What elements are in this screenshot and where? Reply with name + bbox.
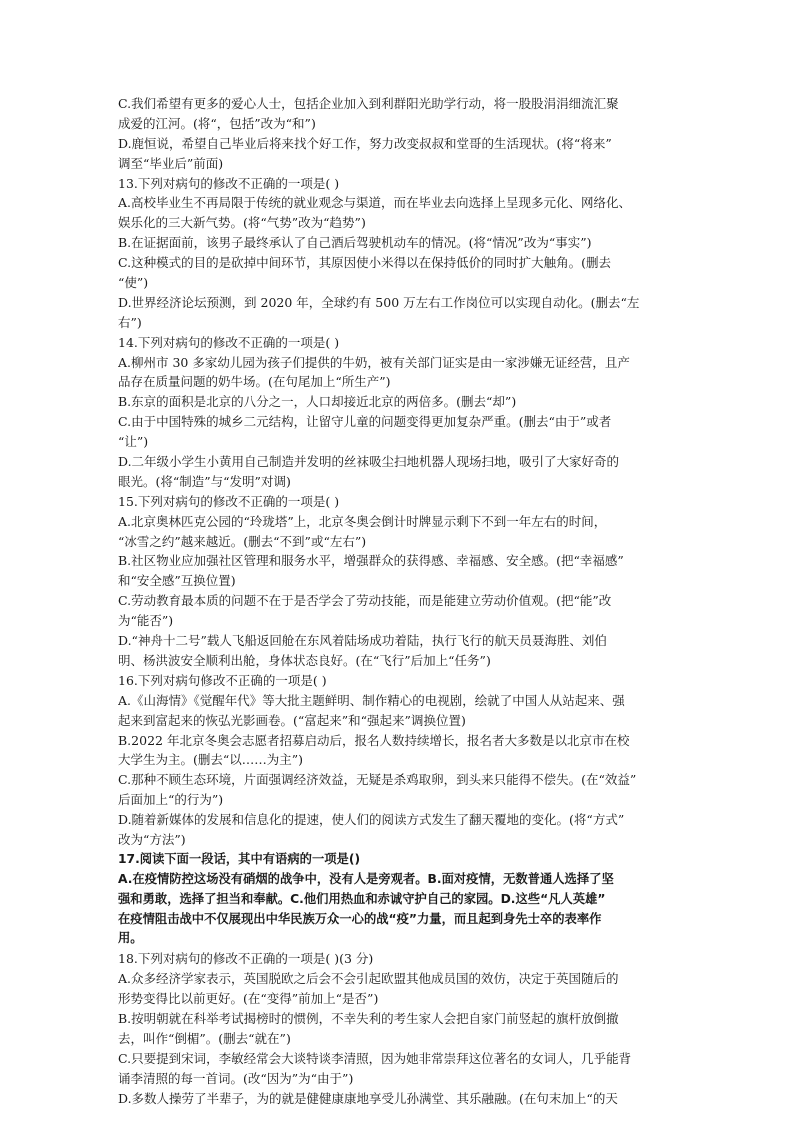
text-line: 后面加上“的行为”) <box>118 792 224 808</box>
text-line: 在疫情阻击战中不仅展现出中华民族万众一心的战“疫”力量，而且起到身先士卒的表率作 <box>118 911 602 926</box>
text-line: 诵李清照的每一首词。(改“因为”为“由于”) <box>118 1070 354 1086</box>
text-line: C.只要提到宋词，李敏经常会大谈特谈李清照，因为她非常崇拜这位著名的女词人，几乎能背 <box>118 1050 632 1066</box>
text-line: 形势变得比以前更好。(在“变得”前加上“是否”) <box>118 991 379 1007</box>
text-line: 调至“毕业后”前面) <box>118 155 224 171</box>
text-line: C.这种模式的目的是砍掉中间环节，其原因使小米得以在保持低价的同时扩大触角。(删去 <box>118 255 611 271</box>
text-line: C.那种不顾生态环境，片面强调经济效益，无疑是杀鸡取卵，到头来只能得不偿失。(在“效益” <box>118 772 637 788</box>
text-line: C.我们希望有更多的爱心人士，包括企业加入到利群阳光助学行动，将一股股涓涓细流汇聚 <box>118 96 619 111</box>
text-line: 眼光。(将“制造”与“发明”对调) <box>118 473 291 489</box>
text-line: “让”) <box>118 434 149 450</box>
text-line: 大学生为主。(删去“以……为主”) <box>118 752 304 768</box>
text-line: 品存在质量问题的奶牛场。(在句尾加上“所生产”) <box>118 374 391 390</box>
text-line: B.2022 年北京冬奥会志愿者招募启动后，报名人数持续增长，报名者大多数是以北京市在校 <box>118 732 630 748</box>
text-line: A.《山海情》《觉醒年代》等大批主题鲜明、制作精心的电视剧，绘就了中国人从站起来、强 <box>118 692 625 708</box>
text-line: 18.下列对病句的修改不正确的一项是( )(3 分) <box>118 951 374 967</box>
text-line: A.北京奥林匹克公园的“玲珑塔”上，北京冬奥会倒计时牌显示剩下不到一年左右的时间， <box>118 513 607 529</box>
text-line: D.多数人操劳了半辈子，为的就是健健康康地享受儿孙满堂、其乐融融。(在句末加上“的天 <box>118 1090 618 1106</box>
text-line: 13.下列对病句的修改不正确的一项是( ) <box>118 175 340 191</box>
text-line: A.柳州市 30 多家幼儿园为孩子们提供的牛奶，被有关部门证实是由一家涉嫌无证经营，且产 <box>118 354 630 370</box>
text-line: D.世界经济论坛预测，到 2020 年，全球约有 500 万左右工作岗位可以实现自动化。(删去“左 <box>118 294 640 310</box>
text-line: B.按明朝就在科举考试揭榜时的惯例，不幸失利的考生家人会把自家门前竖起的旗杆放倒撤 <box>118 1010 619 1026</box>
text-line: 右”) <box>118 314 142 330</box>
text-line: 起来到富起来的恢弘光影画卷。(“富起来”和“强起来”调换位置) <box>118 712 466 728</box>
text-line: 和“安全感”互换位置) <box>118 573 236 589</box>
text-line: 去，叫作“倒楣”。(删去“就在”) <box>118 1030 291 1046</box>
text-line: D.二年级小学生小黄用自己制造并发明的丝袜吸尘扫地机器人现场扫地，吸引了大家好奇的 <box>118 454 620 470</box>
text-line: 娱乐化的三大新气势。(将“气势”改为“趋势”) <box>118 215 366 231</box>
text-line: 成爱的江河。(将“，包括”改为“和”) <box>118 115 316 131</box>
text-line: 改为“方法”) <box>118 831 186 847</box>
text-line: C.由于中国特殊的城乡二元结构，让留守儿童的问题变得更加复杂严重。(删去“由于”或者 <box>118 414 612 430</box>
text-line: 明、杨洪波安全顺利出舱，身体状态良好。(在“飞行”后加上“任务”) <box>118 652 491 668</box>
text-line: A.在疫情防控这场没有硝烟的战争中，没有人是旁观者。B.面对疫情，无数普通人选择了坚 <box>118 871 614 886</box>
text-line: 14.下列对病句的修改不正确的一项是( ) <box>118 334 340 350</box>
document-body <box>118 94 678 1108</box>
text-line: “冰雪之约”越来越近。(删去“不到”或“左右”) <box>118 533 367 549</box>
text-line: 强和勇敢，选择了担当和奉献。C.他们用热血和赤诚守护自己的家园。D.这些“凡人英雄” <box>118 891 606 906</box>
text-line: 为“能否”) <box>118 613 174 629</box>
text-line: 16.下列对病句修改不正确的一项是( ) <box>118 672 327 688</box>
text-line: A.众多经济学家表示，英国脱欧之后会不会引起欧盟其他成员国的效仿，决定于英国随后的 <box>118 971 619 987</box>
text-line: 15.下列对病句的修改不正确的一项是( ) <box>118 493 340 509</box>
text-line: D.鹿恒说，希望自己毕业后将来找个好工作，努力改变叔叔和堂哥的生活现状。(将“将来” <box>118 135 612 151</box>
text-line: A.高校毕业生不再局限于传统的就业观念与渠道，而在毕业去向选择上呈现多元化、网络化、 <box>118 195 632 211</box>
text-line: “使”) <box>118 275 149 291</box>
text-line: 17.阅读下面一段话，其中有语病的一项是() <box>118 851 361 866</box>
text-line: 用。 <box>118 931 143 946</box>
text-line: D.“神舟十二号”载人飞船返回舱在东风着陆场成功着陆，执行飞行的航天员聂海胜、刘伯 <box>118 633 607 649</box>
text-line: B.社区物业应加强社区管理和服务水平，增强群众的获得感、幸福感、安全感。(把“幸福感” <box>118 553 624 569</box>
text-line: C.劳动教育最本质的问题不在于是否学会了劳动技能，而是能建立劳动价值观。(把“能”改 <box>118 593 612 609</box>
text-line: B.在证据面前，该男子最终承认了自己酒后驾驶机动车的情况。(将“情况”改为“事实”) <box>118 235 592 251</box>
text-line: D.随着新媒体的发展和信息化的提速，使人们的阅读方式发生了翻天覆地的变化。(将“方式” <box>118 812 625 828</box>
text-line: B.东京的面积是北京的八分之一，人口却接近北京的两倍多。(删去“却”) <box>118 394 517 410</box>
